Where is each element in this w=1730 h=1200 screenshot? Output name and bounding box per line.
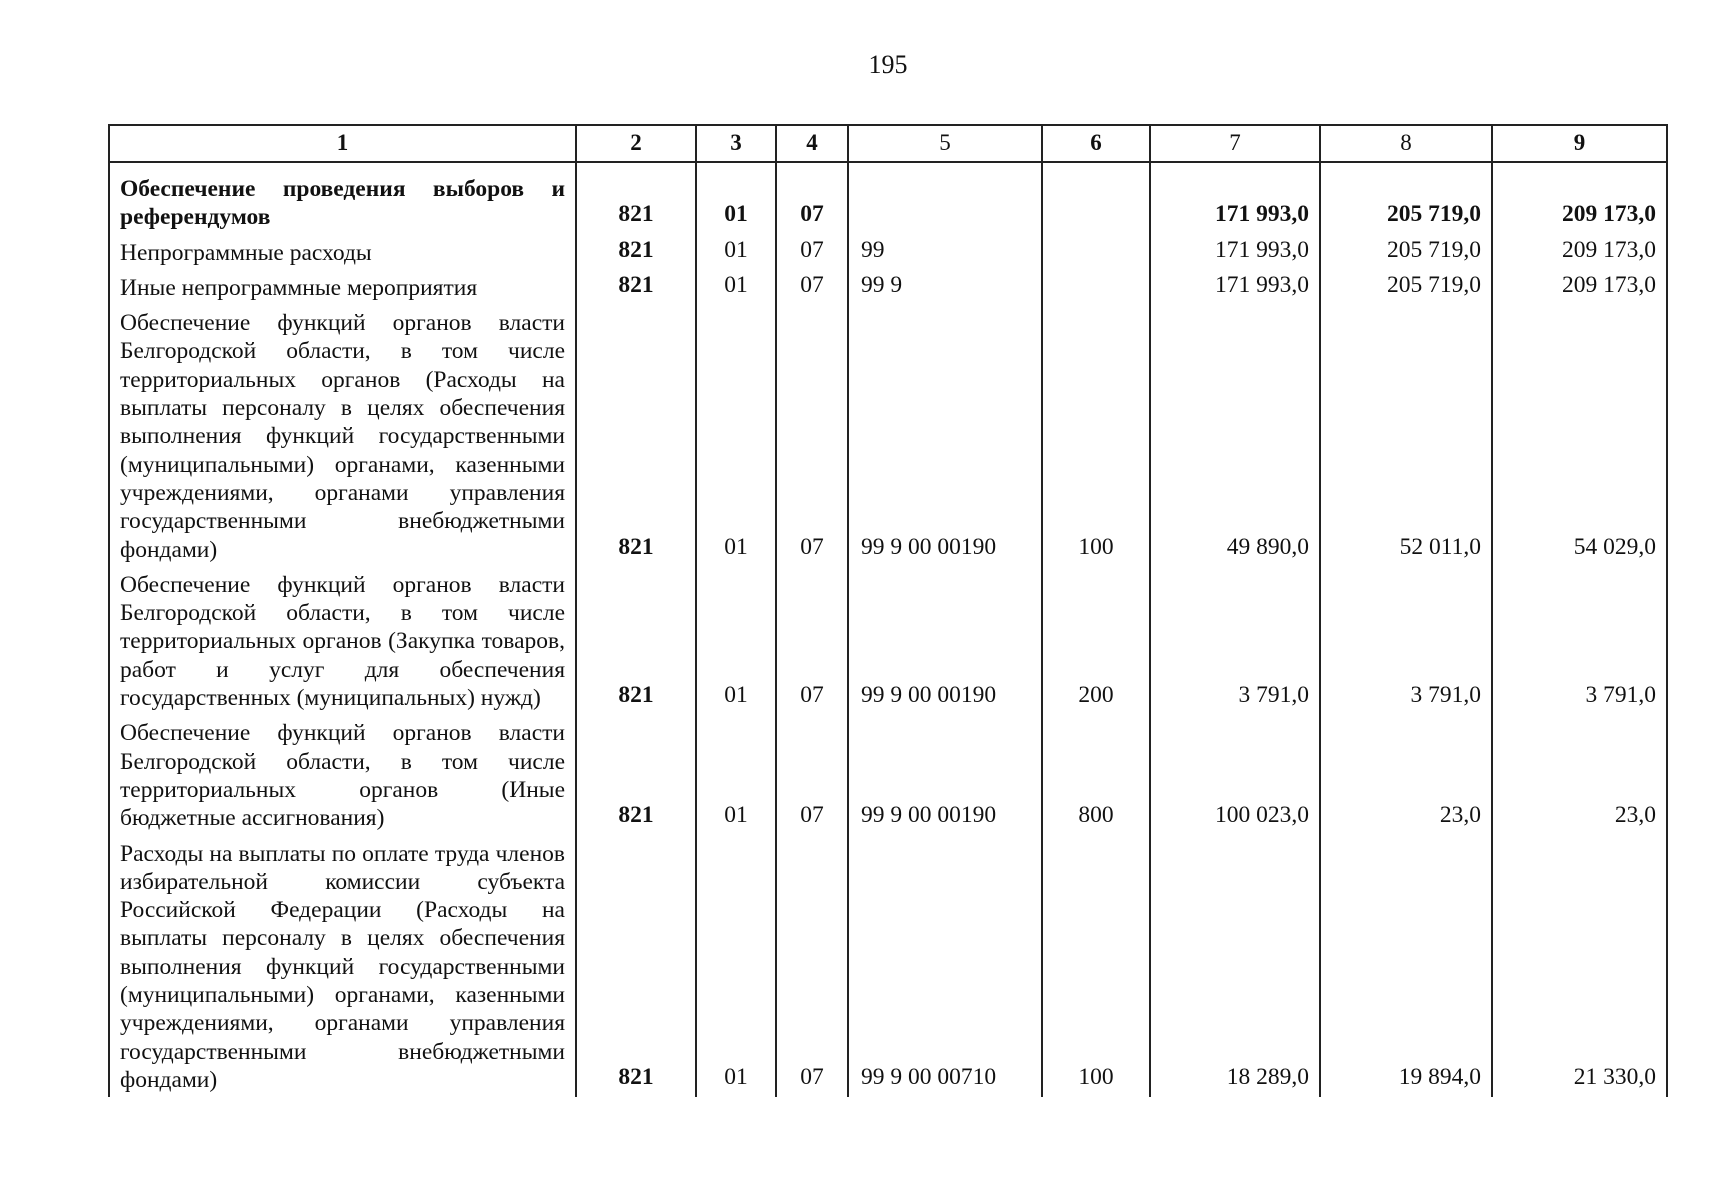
row-grbs: 821	[576, 567, 696, 715]
row-sum-1: 171 993,0	[1150, 162, 1320, 235]
row-target-article: 99 9 00 00190	[848, 305, 1042, 567]
row-section: 01	[696, 235, 776, 270]
row-grbs: 821	[576, 162, 696, 235]
row-sum-2: 19 894,0	[1320, 836, 1492, 1098]
column-header-9: 9	[1492, 125, 1667, 162]
row-sum-2: 52 011,0	[1320, 305, 1492, 567]
row-subsection: 07	[776, 162, 848, 235]
table-row	[109, 715, 1667, 835]
row-section: 01	[696, 567, 776, 715]
column-header-5: 5	[848, 125, 1042, 162]
column-header-2: 2	[576, 125, 696, 162]
row-sum-3: 209 173,0	[1492, 235, 1667, 270]
row-section: 01	[696, 162, 776, 235]
column-header-6: 6	[1042, 125, 1150, 162]
row-subsection: 07	[776, 715, 848, 835]
row-name: Обеспечение проведения выборов и референдумов	[109, 162, 576, 235]
table-row	[109, 567, 1667, 715]
row-sum-2: 205 719,0	[1320, 235, 1492, 270]
row-section: 01	[696, 836, 776, 1098]
row-name: Обеспечение функций органов власти Белгородской области, в том числе территориальных органов (Закупка товаров, работ и услуг для обеспечения государственных (муниципальных) нужд)	[109, 567, 576, 715]
column-header-1: 1	[109, 125, 576, 162]
row-sum-2: 205 719,0	[1320, 270, 1492, 305]
row-target-article: 99 9 00 00190	[848, 715, 1042, 835]
row-expense-type: 800	[1042, 715, 1150, 835]
row-subsection: 07	[776, 235, 848, 270]
row-name: Иные непрограммные мероприятия	[109, 270, 576, 305]
row-expense-type: 200	[1042, 567, 1150, 715]
row-section: 01	[696, 715, 776, 835]
row-target-article	[848, 162, 1042, 235]
row-expense-type	[1042, 235, 1150, 270]
row-grbs: 821	[576, 305, 696, 567]
row-subsection: 07	[776, 305, 848, 567]
header-row	[109, 125, 1667, 162]
row-expense-type: 100	[1042, 305, 1150, 567]
table-row	[109, 162, 1667, 235]
row-section: 01	[696, 305, 776, 567]
table-row	[109, 270, 1667, 305]
row-sum-1: 18 289,0	[1150, 836, 1320, 1098]
row-target-article: 99	[848, 235, 1042, 270]
row-grbs: 821	[576, 235, 696, 270]
row-subsection: 07	[776, 270, 848, 305]
row-sum-3: 21 330,0	[1492, 836, 1667, 1098]
row-name: Расходы на выплаты по оплате труда членов избирательной комиссии субъекта Российской Федерации (Расходы на выплаты персоналу в целях обеспечения выполнения функций государственными (муниципальными) органами, казенными учреждениями, органами управления государственными внебюджетными фондами)	[109, 836, 576, 1098]
row-sum-3: 209 173,0	[1492, 270, 1667, 305]
row-sum-3: 209 173,0	[1492, 162, 1667, 235]
row-sum-1: 49 890,0	[1150, 305, 1320, 567]
row-sum-2: 23,0	[1320, 715, 1492, 835]
row-sum-2: 205 719,0	[1320, 162, 1492, 235]
column-header-4: 4	[776, 125, 848, 162]
row-grbs: 821	[576, 715, 696, 835]
row-target-article: 99 9 00 00710	[848, 836, 1042, 1098]
page-number: 195	[868, 50, 908, 79]
row-subsection: 07	[776, 567, 848, 715]
row-grbs: 821	[576, 270, 696, 305]
column-header-8: 8	[1320, 125, 1492, 162]
row-sum-2: 3 791,0	[1320, 567, 1492, 715]
row-sum-3: 3 791,0	[1492, 567, 1667, 715]
row-expense-type	[1042, 270, 1150, 305]
table-row	[109, 836, 1667, 1098]
row-expense-type	[1042, 162, 1150, 235]
row-sum-3: 23,0	[1492, 715, 1667, 835]
table-row	[109, 305, 1667, 567]
row-sum-1: 171 993,0	[1150, 270, 1320, 305]
row-section: 01	[696, 270, 776, 305]
row-target-article: 99 9	[848, 270, 1042, 305]
row-grbs: 821	[576, 836, 696, 1098]
row-target-article: 99 9 00 00190	[848, 567, 1042, 715]
row-sum-1: 3 791,0	[1150, 567, 1320, 715]
column-header-3: 3	[696, 125, 776, 162]
row-sum-1: 171 993,0	[1150, 235, 1320, 270]
row-name: Непрограммные расходы	[109, 235, 576, 270]
row-expense-type: 100	[1042, 836, 1150, 1098]
column-header-7: 7	[1150, 125, 1320, 162]
row-name: Обеспечение функций органов власти Белгородской области, в том числе территориальных органов (Расходы на выплаты персоналу в целях обеспечения выполнения функций государственными (муниципальными) органами, казенными учреждениями, органами управления государственными внебюджетными фондами)	[109, 305, 576, 567]
table-row	[109, 235, 1667, 270]
row-subsection: 07	[776, 836, 848, 1098]
row-sum-1: 100 023,0	[1150, 715, 1320, 835]
budget-table	[108, 124, 1668, 1097]
row-name: Обеспечение функций органов власти Белгородской области, в том числе территориальных органов (Иные бюджетные ассигнования)	[109, 715, 576, 835]
row-sum-3: 54 029,0	[1492, 305, 1667, 567]
